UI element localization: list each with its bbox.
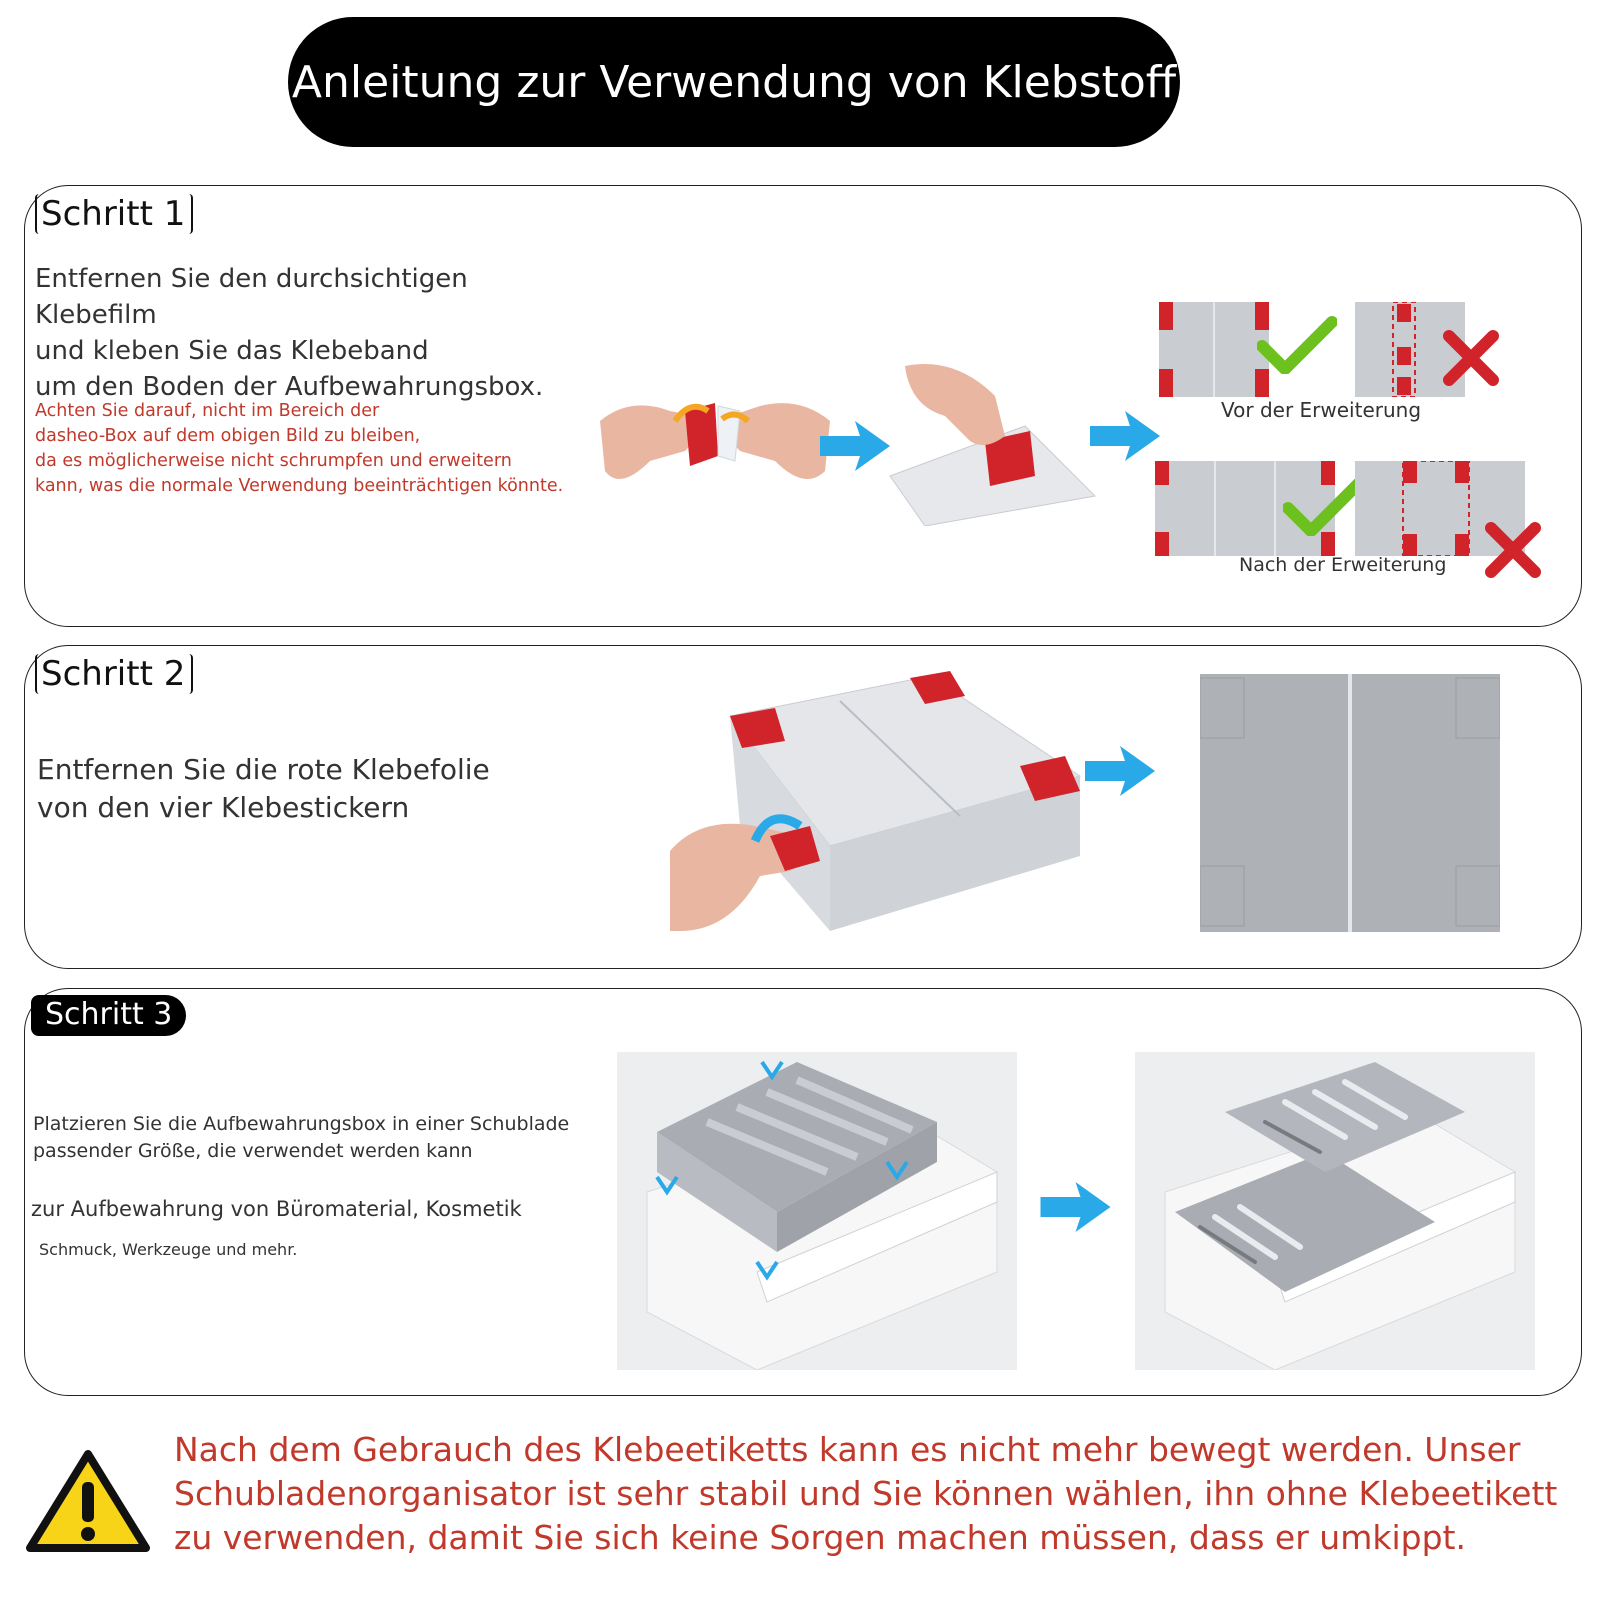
step-2-label: Schritt 2	[35, 654, 193, 694]
check-icon	[1283, 476, 1363, 536]
arrow-right-icon	[1033, 1177, 1118, 1237]
hands-peel-film-illustration	[590, 381, 840, 511]
step-1-label: Schritt 1	[35, 194, 193, 234]
step-2-panel	[24, 645, 1582, 969]
cross-icon	[1441, 328, 1501, 388]
drawer-after-photo	[1135, 1052, 1535, 1370]
step-1-note: Achten Sie darauf, nicht im Bereich der dasheo-Box auf dem obigen Bild zu bleiben, da es möglicherweise nicht schrumpfen und erweitern kann, was die normale Verwendung beeinträchtigen könnte.	[35, 401, 564, 496]
step-3-line-1: Platzieren Sie die Aufbewahrungsbox in einer Schublade passender Größe, die verwendet werden kann	[33, 1113, 570, 1162]
step-3-panel	[24, 988, 1582, 1396]
box-bottom-view-illustration	[1200, 674, 1500, 932]
arrow-right-icon	[1075, 741, 1165, 801]
warning-icon	[24, 1448, 152, 1556]
arrow-right-icon	[815, 416, 895, 476]
drawer-before-photo	[617, 1052, 1017, 1370]
arrow-right-icon	[1085, 406, 1165, 466]
apply-tape-illustration	[885, 356, 1105, 526]
cross-icon	[1483, 520, 1543, 580]
page-title: Anleitung zur Verwendung von Klebstoff	[288, 17, 1180, 147]
correct-before-diagram	[1159, 302, 1269, 397]
step-1-panel	[24, 185, 1582, 627]
step-1-instruction: Entfernen Sie den durchsichtigen Klebefilm und kleben Sie das Klebeband um den Boden der Aufbewahrungsbox.	[35, 264, 544, 402]
warning-message: Nach dem Gebrauch des Klebeetiketts kann es nicht mehr bewegt werden. Unser Schubladenorganisator ist sehr stabil und Sie können wählen, ihn ohne Klebeetikett zu verwenden, damit Sie sich keine Sorgen machen müssen, dass er umkippt.	[174, 1430, 1558, 1557]
peel-red-film-illustration	[660, 666, 1100, 936]
caption-before-expansion: Vor der Erweiterung	[1221, 398, 1422, 422]
caption-after-expansion: Nach der Erweiterung	[1239, 554, 1447, 576]
step-3-line-2: zur Aufbewahrung von Büromaterial, Kosmetik	[31, 1197, 522, 1221]
step-3-line-3: Schmuck, Werkzeuge und mehr.	[39, 1240, 298, 1259]
step-2-instruction: Entfernen Sie die rote Klebefolie von den vier Klebestickern	[37, 753, 490, 824]
check-icon	[1257, 314, 1337, 374]
step-3-label: Schritt 3	[31, 995, 186, 1036]
